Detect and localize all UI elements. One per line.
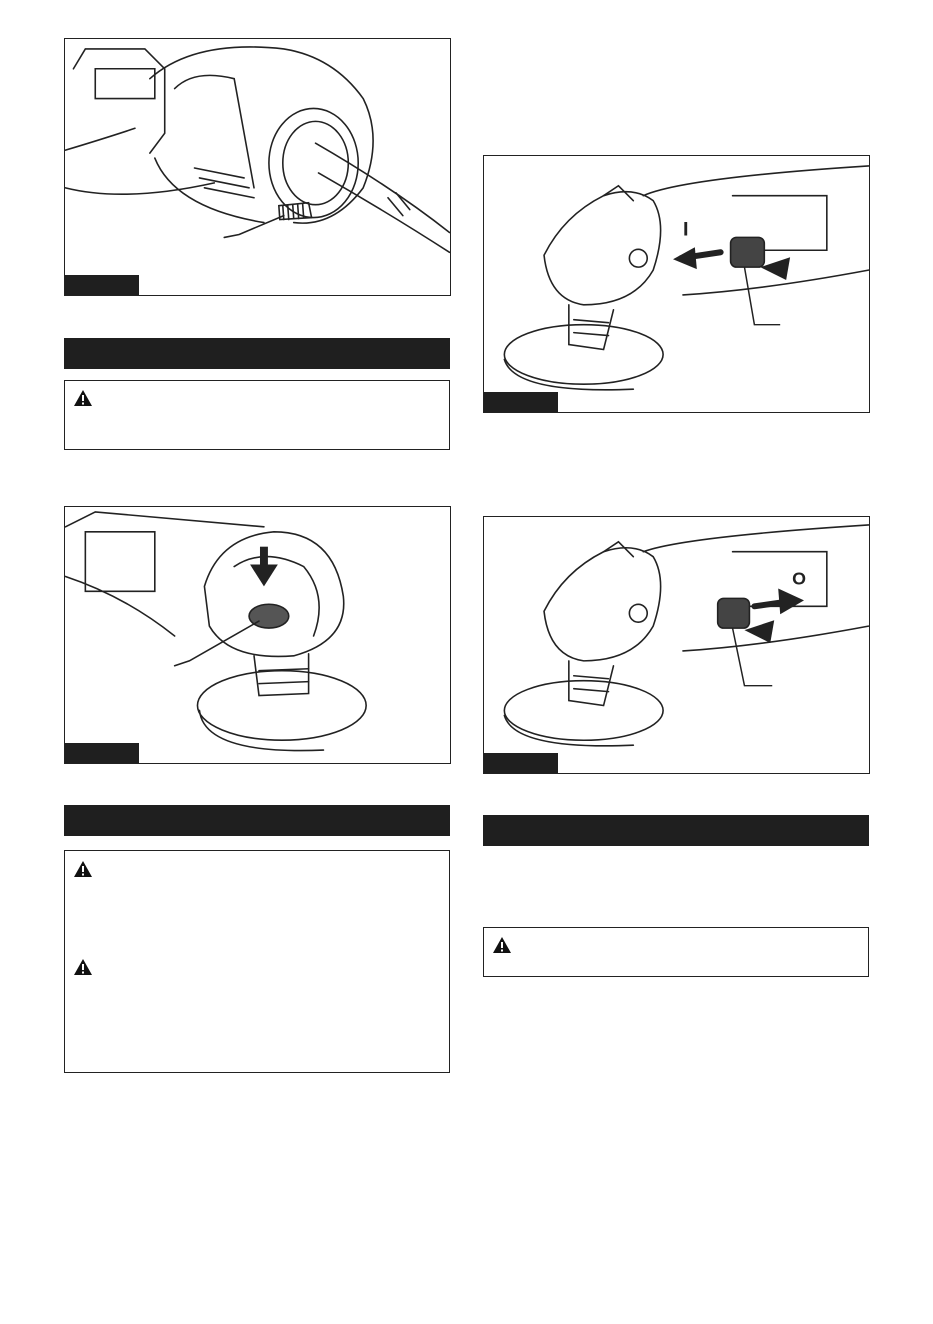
- slide-switch-on-illustration: [484, 156, 869, 412]
- arrow-left-icon: [673, 247, 697, 269]
- warning-box: [64, 380, 450, 450]
- section-header-bar: [483, 815, 869, 846]
- section-header-bar: [64, 805, 450, 836]
- figure-slide-switch-off: [483, 516, 870, 774]
- warning-triangle-icon: [73, 958, 93, 976]
- section-header-bar: [64, 338, 450, 369]
- slide-switch-off-illustration: [484, 517, 869, 773]
- warning-triangle-icon: [73, 389, 93, 407]
- warning-triangle-icon: [73, 860, 93, 878]
- speed-dial-illustration: [65, 39, 450, 295]
- warning-triangle-icon: [492, 936, 512, 954]
- figure-slide-switch-on: [483, 155, 870, 413]
- figure-number-tag: [484, 392, 558, 412]
- arrow-down-icon: [250, 565, 278, 587]
- svg-text:I: I: [682, 218, 689, 241]
- warning-box: [483, 927, 869, 977]
- arrow-right-icon: [778, 588, 804, 614]
- svg-text:O: O: [792, 568, 807, 589]
- warning-box: [64, 850, 450, 1073]
- figure-number-tag: [65, 743, 139, 763]
- figure-number-tag: [484, 753, 558, 773]
- figure-shaft-lock: [64, 506, 451, 764]
- figure-number-tag: [65, 275, 139, 295]
- figure-speed-dial: [64, 38, 451, 296]
- shaft-lock-illustration: [65, 507, 450, 763]
